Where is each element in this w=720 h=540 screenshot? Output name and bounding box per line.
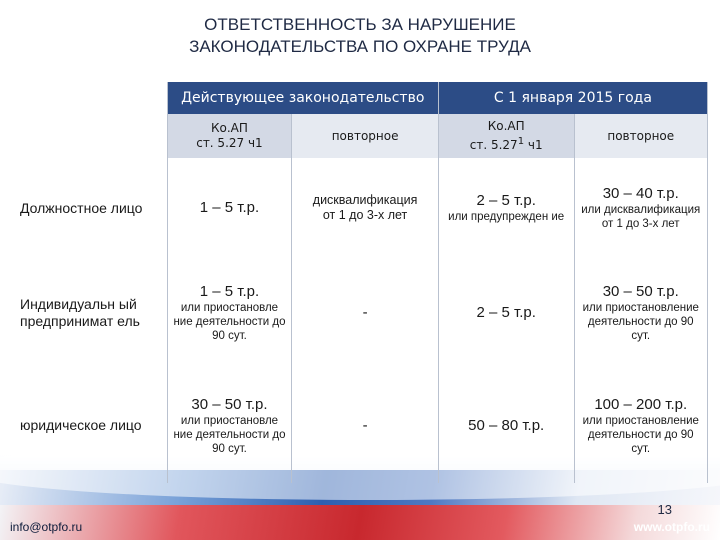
cell-entrepreneur-current-repeat: - — [292, 258, 439, 368]
page-title — [0, 14, 720, 58]
table-subheader-row — [14, 114, 708, 158]
footer-email-link[interactable]: info@otpfo.ru — [10, 520, 83, 534]
cell-legal-current-fine — [167, 368, 292, 483]
official-repeat-line1: дисквалификация — [312, 193, 418, 207]
cell-legal-new-repeat — [574, 368, 708, 483]
entrepreneur-new-repeat-alt: или приостановление деятельности до 90 сут. — [582, 302, 699, 342]
header-from-2015: С 1 января 2015 года — [438, 82, 707, 114]
cell-official-current-fine: 1 – 5 т.р. — [167, 158, 292, 258]
cell-entrepreneur-current-fine — [167, 258, 292, 368]
table-row — [14, 368, 708, 483]
entrepreneur-new-repeat-value: 30 – 50 т.р. — [602, 283, 679, 300]
official-new-repeat-alt: или дисквалификация от 1 до 3-х лет — [581, 204, 701, 230]
koap-new-article: ст. 5.27 — [469, 138, 518, 152]
koap-new-part: ч1 — [524, 138, 543, 152]
footer-site-link[interactable]: www.otpfo.ru — [633, 520, 710, 534]
official-new-repeat-value: 30 – 40 т.р. — [602, 185, 679, 202]
subheader-koap-new — [438, 114, 574, 158]
official-new-fine-alt: или предупрежден ие — [448, 211, 565, 223]
row-label-legal-entity: юридическое лицо — [14, 368, 167, 483]
subheader-blank — [14, 114, 167, 158]
legal-current-fine-alt: или приостановле ние деятельности до 90 сут. — [173, 414, 286, 455]
entrepreneur-current-fine-value: 1 – 5 т.р. — [199, 283, 260, 300]
table-row — [14, 158, 708, 258]
cell-official-current-repeat — [292, 158, 439, 258]
official-repeat-line2: от 1 до 3-х лет — [322, 208, 408, 222]
legal-new-repeat-value: 100 – 200 т.р. — [594, 395, 688, 413]
subheader-repeat-new: повторное — [574, 114, 708, 158]
subheader-repeat-current: повторное — [292, 114, 439, 158]
legal-current-fine-value: 30 – 50 т.р. — [191, 395, 268, 413]
table-header-row — [14, 82, 708, 114]
legal-new-repeat-alt: или приостановление деятельности до 90 сут. — [582, 414, 699, 455]
page-number: 13 — [657, 502, 672, 517]
entrepreneur-current-fine-alt: или приостановле ние деятельности до 90 сут. — [173, 302, 286, 342]
cell-official-new-repeat — [574, 158, 708, 258]
flag-red-band — [0, 505, 720, 540]
table-row — [14, 258, 708, 368]
koap-new-line2 — [442, 134, 571, 153]
cell-entrepreneur-new-fine: 2 – 5 т.р. — [438, 258, 574, 368]
title-line-2: ЗАКОНОДАТЕЛЬСТВА ПО ОХРАНЕ ТРУДА — [189, 37, 531, 56]
subheader-koap-current — [167, 114, 292, 158]
cell-legal-new-fine: 50 – 80 т.р. — [438, 368, 574, 483]
koap-current-line2: ст. 5.27 ч1 — [196, 136, 263, 150]
header-blank — [14, 82, 167, 114]
cell-legal-current-repeat: - — [292, 368, 439, 483]
cell-official-new-fine — [438, 158, 574, 258]
header-current-law: Действующее законодательство — [167, 82, 438, 114]
row-label-official: Должностное лицо — [14, 158, 167, 258]
title-line-1: ОТВЕТСТВЕННОСТЬ ЗА НАРУШЕНИЕ — [204, 15, 516, 34]
liability-table — [14, 82, 708, 483]
koap-current-line1: Ко.АП — [211, 121, 248, 135]
koap-new-line1: Ко.АП — [487, 119, 525, 133]
row-label-entrepreneur: Индивидуальн ый предпринимат ель — [14, 258, 167, 368]
official-new-fine-value: 2 – 5 т.р. — [476, 192, 536, 209]
cell-entrepreneur-new-repeat — [574, 258, 708, 368]
koap-new-sup: 1 — [517, 136, 525, 147]
